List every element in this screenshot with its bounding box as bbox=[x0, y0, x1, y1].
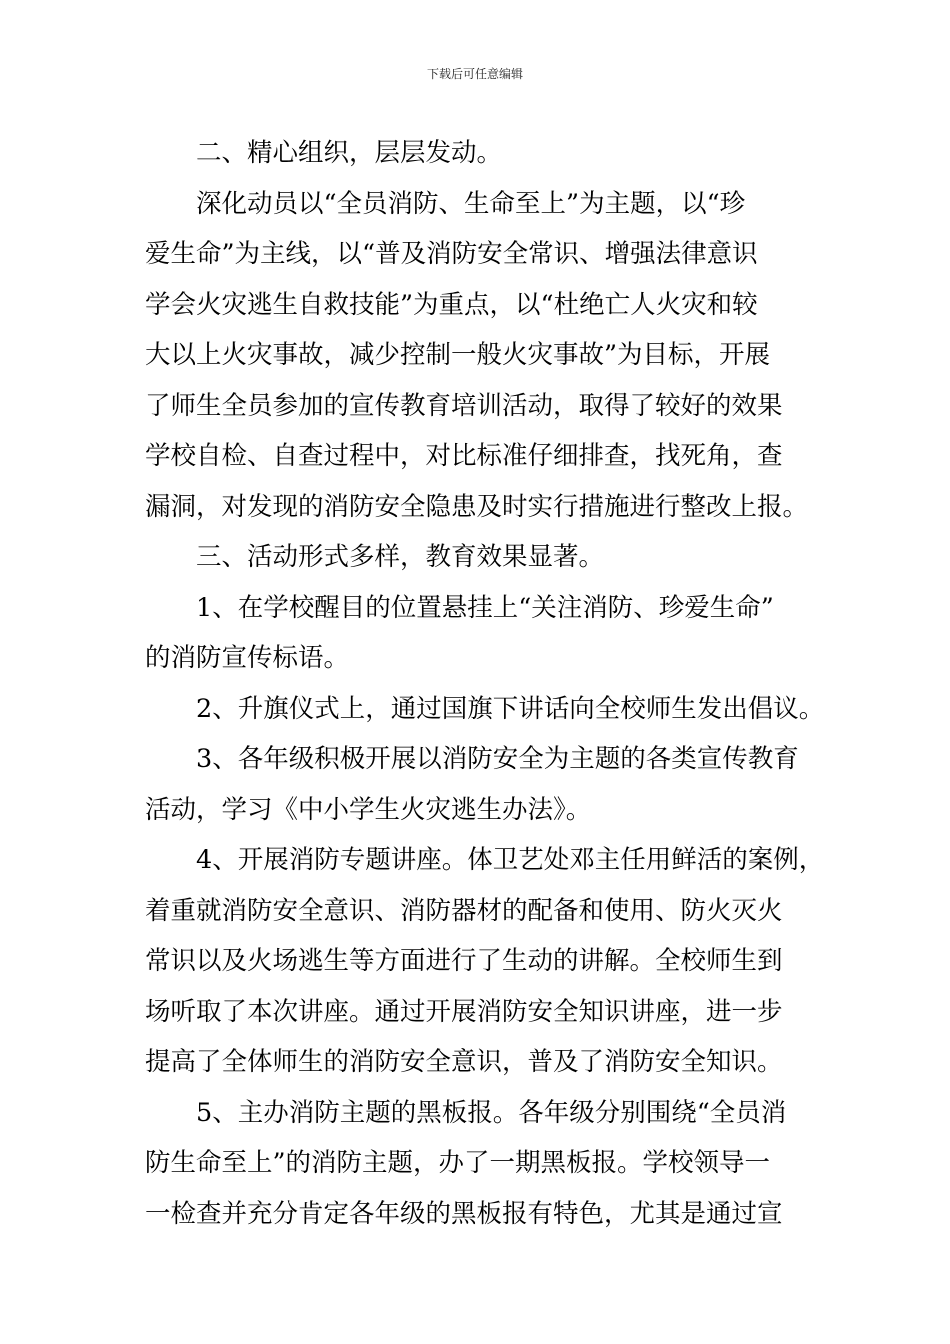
paragraph-line: 活动，学习《中小学生火灾逃生办法》。 bbox=[145, 794, 592, 825]
paragraph-line: 学会火灾逃生自救技能”为重点，以“杜绝亡人火灾和较 bbox=[145, 289, 758, 320]
paragraph-first-line: 深化动员以“全员消防、生命至上”为主题，以“珍 bbox=[196, 188, 746, 219]
paragraph-line: 的消防宣传标语。 bbox=[145, 643, 350, 673]
paragraph-line: 场听取了本次讲座。通过开展消防安全知识讲座，进一步 bbox=[145, 996, 783, 1027]
paragraph-first-line: 5、主办消防主题的黑板报。各年级分别围绕“全员消 bbox=[196, 1097, 787, 1128]
page-header-note: 下载后可任意编辑 bbox=[426, 67, 523, 81]
paragraph-line: 着重就消防安全意识、消防器材的配备和使用、防火灭火 bbox=[145, 895, 783, 926]
paragraph-first-line: 3、各年级积极开展以消防安全为主题的各类宣传教育 bbox=[196, 744, 799, 774]
paragraph-line: 一检查并充分肯定各年级的黑板报有特色，尤其是通过宣 bbox=[145, 1198, 783, 1229]
paragraph-line: 学校自检、自查过程中，对比标准仔细排查，找死角，查 bbox=[145, 441, 783, 471]
paragraph-line: 了师生全员参加的宣传教育培训活动，取得了较好的效果 bbox=[145, 390, 783, 421]
paragraph-line: 漏洞，对发现的消防安全隐患及时实行措施进行整改上报。 bbox=[145, 491, 809, 522]
paragraph-first-line: 1、在学校醒目的位置悬挂上“关注消防、珍爱生命” bbox=[196, 592, 774, 623]
paragraph-line: 大以上火灾事故，减少控制一般火灾事故”为目标，开展 bbox=[145, 340, 771, 370]
paragraph-first-line: 二、精心组织，层层发动。 bbox=[196, 138, 503, 168]
paragraph-first-line: 三、活动形式多样，教育效果显著。 bbox=[196, 542, 605, 572]
paragraph-line: 爱生命”为主线，以“普及消防安全常识、增强法律意识 bbox=[145, 239, 758, 269]
paragraph-line: 防生命至上”的消防主题，办了一期黑板报。学校领导一 bbox=[145, 1148, 771, 1178]
paragraph-line: 常识以及火场逃生等方面进行了生动的讲解。全校师生到 bbox=[145, 946, 783, 976]
paragraph-first-line: 2、升旗仪式上，通过国旗下讲话向全校师生发出倡议。 bbox=[196, 693, 825, 724]
document-body bbox=[145, 128, 825, 1239]
paragraph-first-line: 4、开展消防专题讲座。体卫艺处邓主任用鲜活的案例， bbox=[196, 845, 825, 875]
paragraph-line: 提高了全体师生的消防安全意识，普及了消防安全知识。 bbox=[145, 1047, 783, 1077]
